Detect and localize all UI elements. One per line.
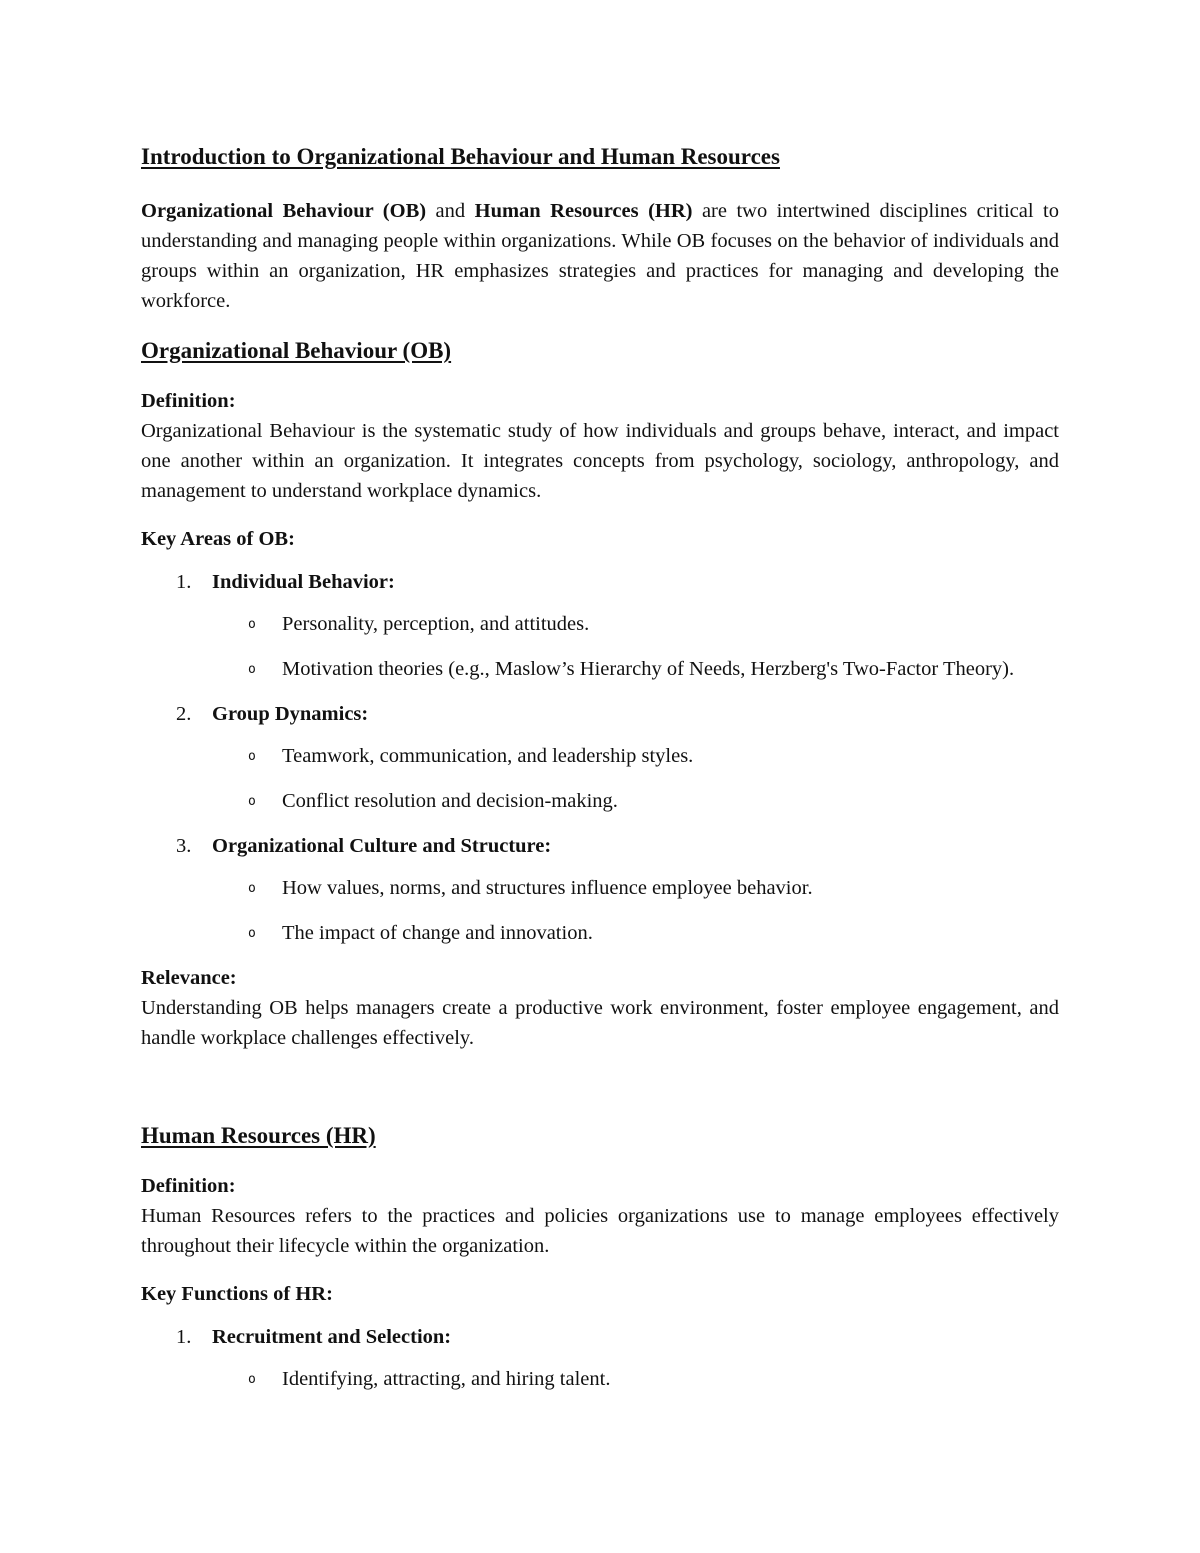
document-title: Introduction to Organizational Behaviour and Human Resources	[141, 144, 780, 169]
list-item	[212, 918, 1059, 948]
bullet-text: Teamwork, communication, and leadership styles.	[282, 745, 694, 767]
ob-key-areas-list	[141, 567, 1059, 948]
ob-relevance	[141, 963, 1059, 1053]
list-number: 3.	[176, 835, 192, 857]
ob-definition-label: Definition:	[141, 390, 236, 412]
hr-heading: Human Resources (HR)	[141, 1123, 376, 1148]
intro-term-hr: Human Resources (HR)	[474, 200, 693, 222]
ob-area-bullets	[212, 741, 1059, 816]
list-item	[212, 873, 1059, 903]
ob-area-bullets	[212, 873, 1059, 948]
ob-area-item	[141, 699, 1059, 816]
list-item	[212, 654, 1059, 684]
ob-area-item	[141, 567, 1059, 684]
list-number: 1.	[176, 571, 192, 593]
ob-area-bullets	[212, 609, 1059, 684]
ob-definition-text: Organizational Behaviour is the systematic study of how individuals and groups behave, interact, and impact one another within an organization. It integrates concepts from psychology, sociology, anthropology, and management to understand workplace dynamics.	[141, 420, 1059, 502]
section-spacer	[141, 1071, 1059, 1119]
bullet-text: Conflict resolution and decision-making.	[282, 790, 618, 812]
list-item	[212, 741, 1059, 771]
document-page	[141, 140, 1059, 1409]
ob-key-areas-label: Key Areas of OB:	[141, 528, 295, 550]
intro-rest: are two intertwined disciplines critical to understanding and managing people within organizations. While OB focuses on the behavior of individuals and groups within an organization, HR emphasizes strategies and practices for managing and developing the workforce.	[141, 200, 1059, 312]
hr-function-title: Recruitment and Selection:	[212, 1326, 452, 1348]
list-item	[212, 1364, 1059, 1394]
bullet-icon: o	[248, 617, 256, 632]
hr-key-functions-label: Key Functions of HR:	[141, 1283, 333, 1305]
hr-function-item	[141, 1322, 1059, 1394]
ob-area-item	[141, 831, 1059, 948]
bullet-icon: o	[248, 1372, 256, 1387]
hr-definition-text: Human Resources refers to the practices and policies organizations use to manage employees effectively throughout their lifecycle within the organization.	[141, 1205, 1059, 1257]
intro-paragraph	[141, 196, 1059, 316]
list-number: 1.	[176, 1326, 192, 1348]
bullet-text: How values, norms, and structures influence employee behavior.	[282, 877, 813, 899]
bullet-icon: o	[248, 662, 256, 677]
hr-function-bullets	[212, 1364, 1059, 1394]
ob-definition	[141, 386, 1059, 506]
list-item	[212, 786, 1059, 816]
ob-relevance-label: Relevance:	[141, 967, 237, 989]
bullet-text: The impact of change and innovation.	[282, 922, 593, 944]
bullet-text: Motivation theories (e.g., Maslow’s Hierarchy of Needs, Herzberg's Two-Factor Theory).	[282, 658, 1015, 680]
hr-definition	[141, 1171, 1059, 1261]
hr-definition-label: Definition:	[141, 1175, 236, 1197]
hr-key-functions-list	[141, 1322, 1059, 1394]
intro-and: and	[426, 200, 475, 222]
bullet-icon: o	[248, 749, 256, 764]
list-number: 2.	[176, 703, 192, 725]
intro-term-ob: Organizational Behaviour (OB)	[141, 200, 427, 222]
bullet-text: Identifying, attracting, and hiring talent.	[282, 1368, 611, 1390]
ob-area-title: Group Dynamics:	[212, 703, 369, 725]
bullet-icon: o	[248, 926, 256, 941]
bullet-text: Personality, perception, and attitudes.	[282, 613, 590, 635]
bullet-icon: o	[248, 881, 256, 896]
list-item	[212, 609, 1059, 639]
ob-heading: Organizational Behaviour (OB)	[141, 338, 452, 363]
bullet-icon: o	[248, 794, 256, 809]
ob-area-title: Individual Behavior:	[212, 571, 395, 593]
ob-area-title: Organizational Culture and Structure:	[212, 835, 552, 857]
ob-relevance-text: Understanding OB helps managers create a productive work environment, foster employee engagement, and handle workplace challenges effectively.	[141, 997, 1059, 1049]
